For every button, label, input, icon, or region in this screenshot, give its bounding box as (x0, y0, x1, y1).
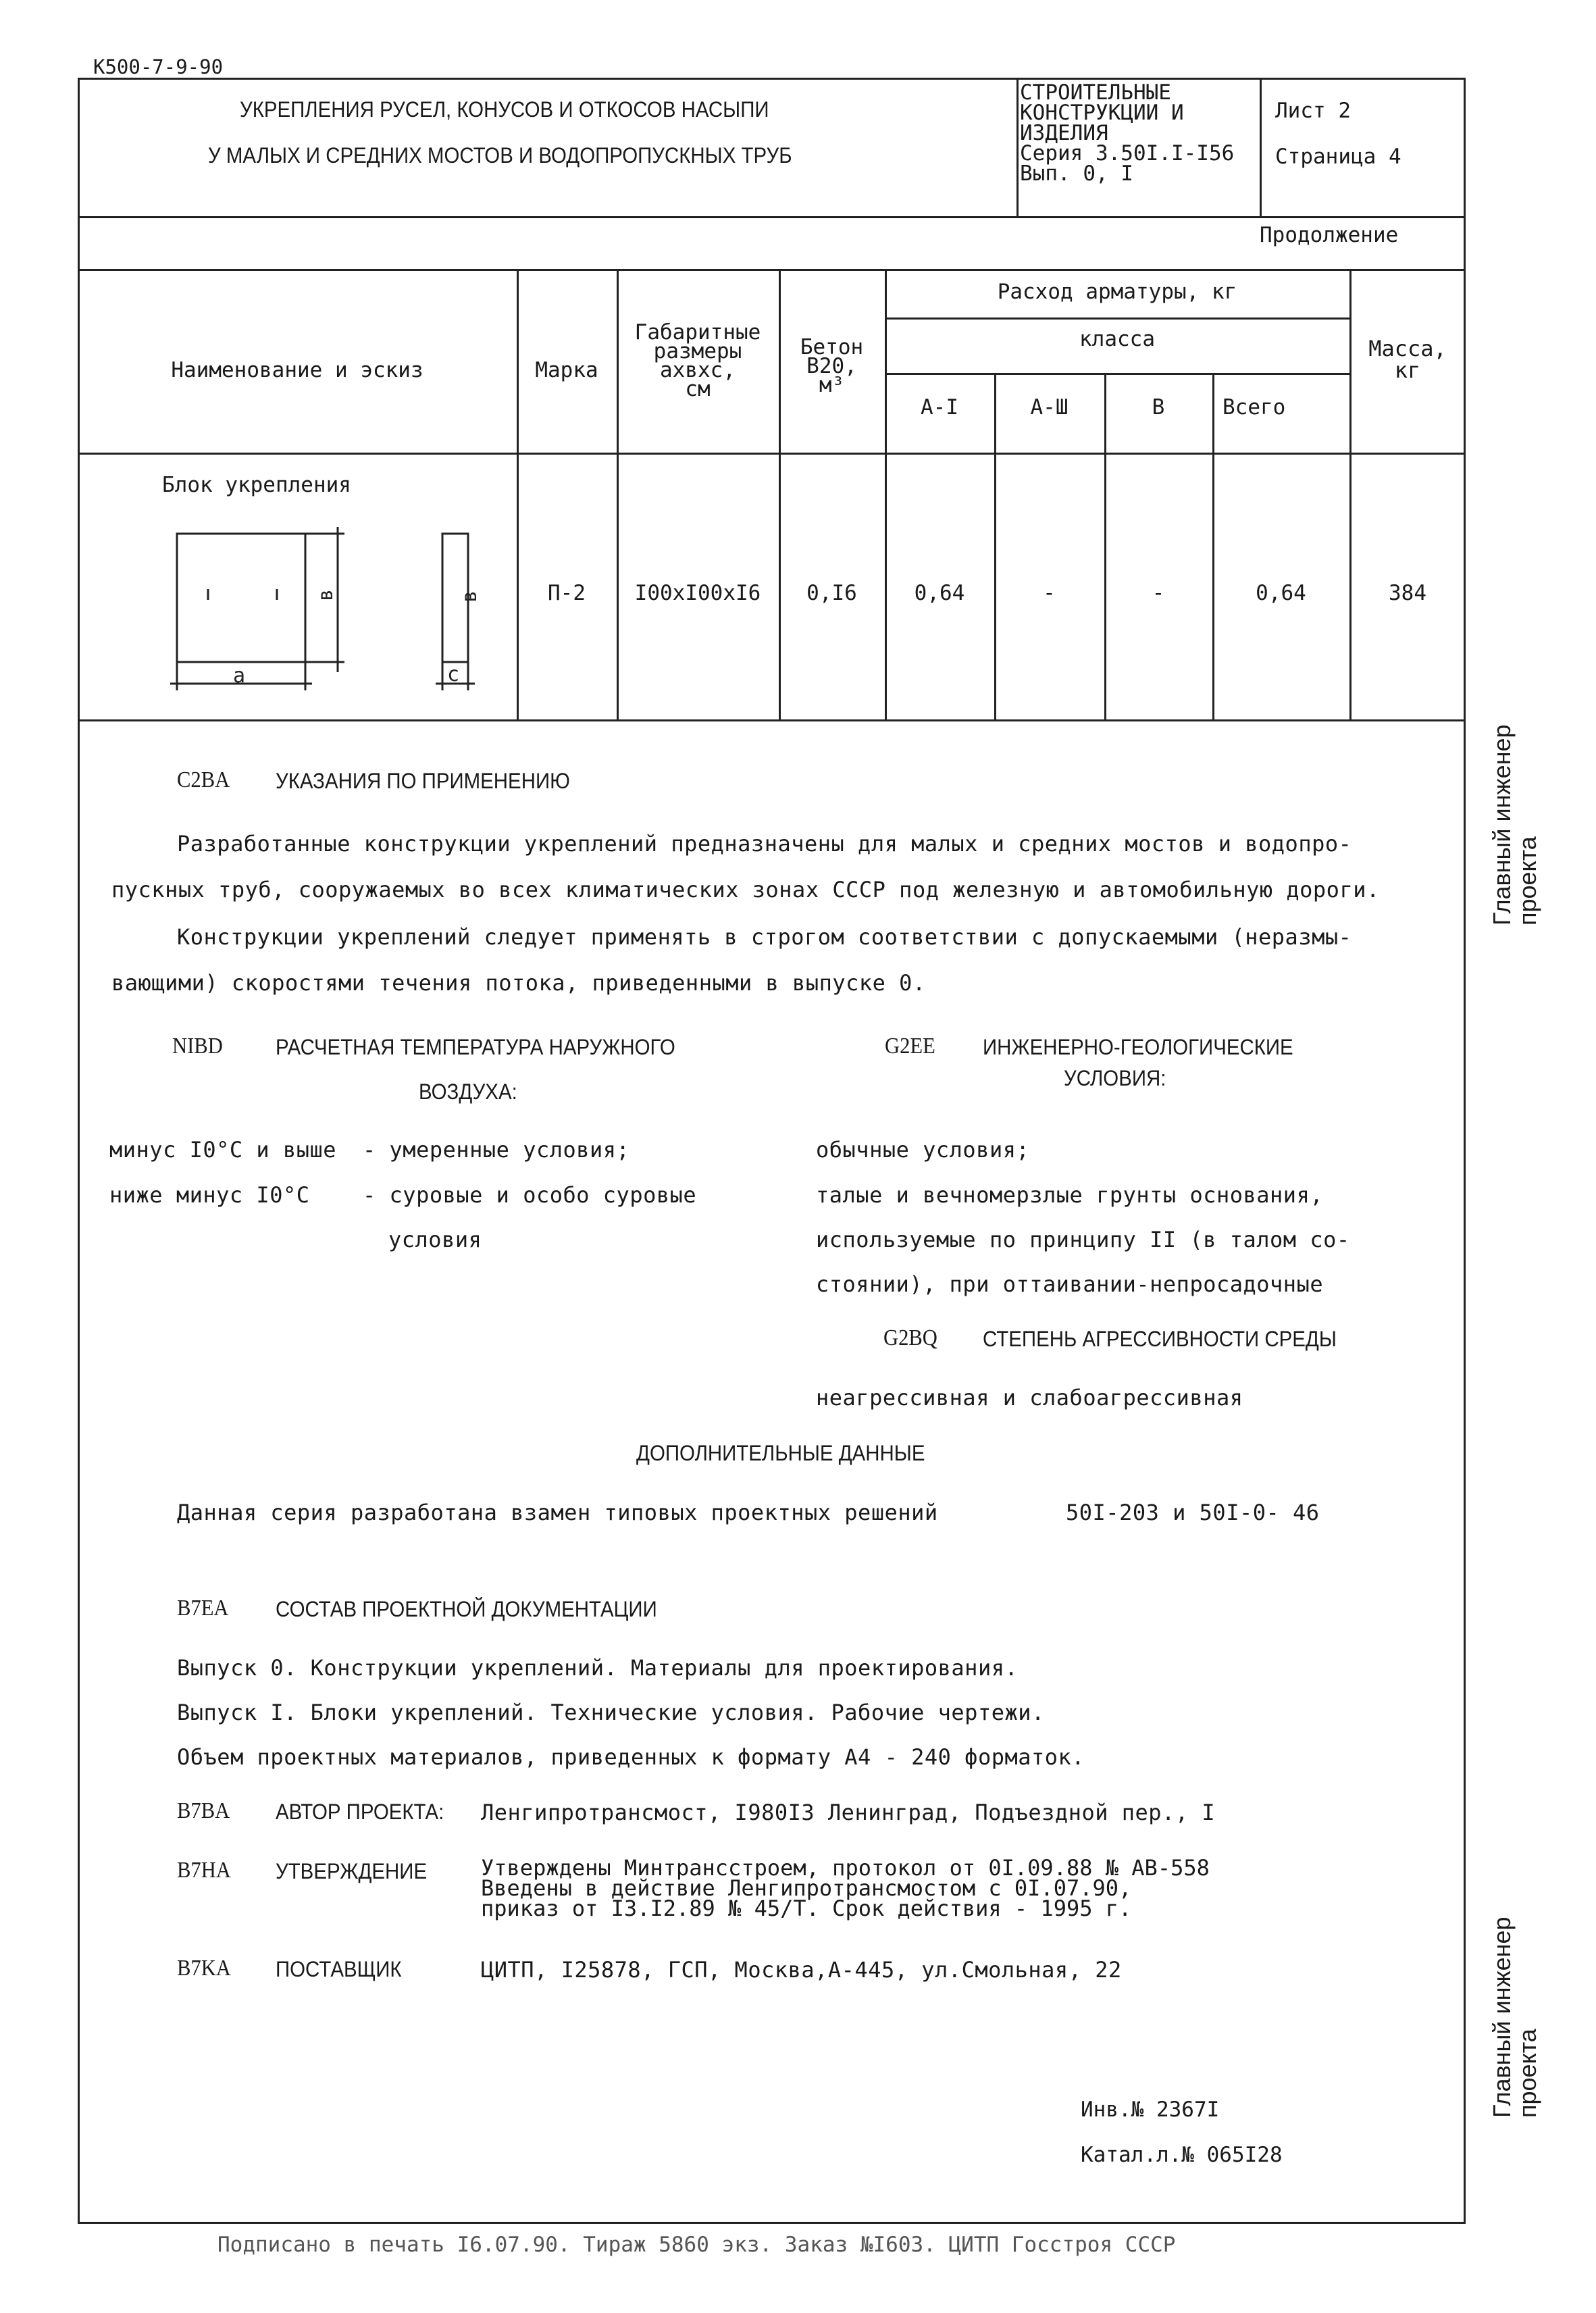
catalog-number: Катал.л.№ 065I28 (1081, 2143, 1283, 2167)
side-label-line: Главный инженер (1488, 1916, 1516, 2118)
row-a3: - (1043, 581, 1056, 605)
extra-data-text: Данная серия разработана взамен типовых проектных решений (177, 1500, 938, 1525)
temp-condition-1-value: - умеренные условия; (363, 1137, 630, 1163)
header-divider (1260, 78, 1262, 216)
temp-condition-2-value: - суровые и особо суровые (363, 1182, 697, 1208)
approval-block (481, 1855, 1210, 1921)
col-header-dims-line: размеры (653, 339, 742, 363)
side-label-line: Главный инженер (1488, 724, 1516, 925)
col-header-class: класса (1079, 327, 1155, 351)
sketch-label-a: а (233, 664, 246, 688)
supplier-text: ЦИТП, I25878, ГСП, Москва,А-445, ул.Смольная, 22 (481, 1957, 1122, 1983)
section-title-cont: УСЛОВИЯ: (1064, 1066, 1166, 1090)
table-divider (517, 269, 519, 719)
geo-condition: стоянии), при оттаивании-непросадочные (816, 1271, 1324, 1297)
series-block (1020, 82, 1234, 184)
composition-line: Объем проектных материалов, приведенных к формату А4 - 240 форматок. (177, 1744, 1085, 1770)
row-b: - (1152, 581, 1165, 605)
col-header-mass-line: Масса, (1368, 336, 1447, 361)
col-header-concrete-line: Бетон (800, 335, 864, 359)
table-divider (1212, 373, 1214, 719)
section-code: G2BQ (883, 1325, 937, 1350)
section-title: РАСЧЕТНАЯ ТЕМПЕРАТУРА НАРУЖНОГО (276, 1035, 675, 1059)
col-header-dims-line: ахвхс, (660, 358, 736, 382)
col-header-dims-line: Габаритные (634, 320, 761, 345)
doc-title-line1: УКРЕПЛЕНИЯ РУСЕЛ, КОНУСОВ И ОТКОСОВ НАСЫПИ (240, 97, 769, 122)
section-code: NIBD (172, 1034, 223, 1059)
section-title: ДОПОЛНИТЕЛЬНЫЕ ДАННЫЕ (636, 1441, 925, 1465)
series-line: КОНСТРУКЦИИ И (1020, 101, 1184, 125)
table-divider (779, 269, 781, 719)
geo-condition: обычные условия; (816, 1137, 1030, 1163)
table-divider (1349, 269, 1352, 719)
row-name: Блок укрепления (162, 473, 351, 497)
section-code: B7EA (177, 1596, 229, 1621)
sketch-label-b-side: в (458, 590, 482, 603)
composition-line: Выпуск I. Блоки укреплений. Технические условия. Рабочие чертежи. (177, 1700, 1045, 1725)
table-divider (885, 317, 1349, 320)
col-header-a1: А-I (921, 395, 958, 420)
row-concrete: 0,I6 (806, 581, 857, 605)
approval-line: Утверждены Минтрансстроем, протокол от 0I.09.88 № АВ-558 (481, 1855, 1210, 1881)
author-text: Ленгипротрансмост, I980I3 Ленинград, Подъездной пер., I (481, 1800, 1216, 1825)
table-divider (1104, 373, 1106, 719)
col-header-name: Наименование и эскиз (171, 358, 423, 382)
paragraph-line: Разработанные конструкции укреплений предназначены для малых и средних мостов и водопро- (177, 831, 1352, 857)
row-total: 0,64 (1256, 581, 1306, 605)
continuation-label: Продолжение (1260, 223, 1399, 247)
block-front-view (177, 534, 305, 662)
paragraph-line: пускных труб, сооружаемых во всех климатических зонах СССР под железную и автомобильную дороги. (111, 877, 1380, 903)
block-sketch (155, 513, 493, 709)
series-line: СТРОИТЕЛЬНЫЕ (1020, 80, 1171, 105)
inventory-number: Инв.№ 2367I (1081, 2098, 1220, 2122)
col-header-total: Всего (1222, 395, 1286, 420)
approval-line: Введены в действие Ленгипротрансмостом с 0I.07.90, (481, 1875, 1132, 1901)
paragraph-line: вающими) скоростями течения потока, приведенными в выпуске 0. (111, 970, 926, 996)
section-title-cont: ВОЗДУХА: (419, 1079, 517, 1104)
row-a1: 0,64 (914, 581, 965, 605)
col-header-dims-line: см (685, 377, 711, 401)
section-title: СОСТАВ ПРОЕКТНОЙ ДОКУМЕНТАЦИИ (276, 1597, 657, 1621)
page-number: Страница 4 (1275, 145, 1401, 169)
col-header-mass-line: кг (1394, 357, 1421, 383)
section-code: G2EE (885, 1034, 935, 1059)
section-title: УКАЗАНИЯ ПО ПРИМЕНЕНИЮ (276, 769, 570, 793)
section-code: B7KA (177, 1956, 231, 1981)
temp-condition-1: минус I0°С и выше (109, 1137, 337, 1163)
temp-condition-2-value-cont: условия (388, 1227, 482, 1252)
header-divider (1016, 78, 1019, 216)
geo-condition: используемые по принципу II (в талом со- (816, 1227, 1350, 1252)
aggressiveness-value: неагрессивная и слабоагрессивная (816, 1385, 1243, 1410)
side-label-chief-engineer-2 (1489, 1916, 1541, 2118)
col-header-a3: А-Ш (1030, 395, 1069, 420)
section-code: B7BA (177, 1798, 230, 1823)
section-code: B7HA (177, 1858, 231, 1883)
row-mark: П-2 (548, 581, 586, 605)
section-title: ПОСТАВЩИК (276, 1957, 402, 1981)
table-divider (78, 719, 1466, 721)
series-issue: Вып. 0, I (1020, 161, 1133, 186)
sketch-label-c: с (447, 663, 460, 686)
section-title: СТЕПЕНЬ АГРЕССИВНОСТИ СРЕДЫ (983, 1327, 1337, 1351)
row-mass: 384 (1389, 581, 1426, 605)
section-title: УТВЕРЖДЕНИЕ (276, 1859, 428, 1883)
table-divider (994, 373, 996, 719)
col-header-concrete-line: м³ (819, 373, 845, 397)
col-header-concrete (779, 335, 885, 397)
sheet-number: Лист 2 (1275, 99, 1351, 123)
col-header-mass (1349, 338, 1466, 381)
col-header-b: В (1152, 395, 1165, 420)
temp-condition-2: ниже минус I0°С (109, 1182, 310, 1208)
col-header-concrete-line: В20, (806, 354, 857, 378)
series-number: Серия 3.50I.I-I56 (1020, 141, 1235, 166)
col-header-mark: Марка (535, 358, 598, 382)
header-divider (78, 269, 1466, 271)
paragraph-line: Конструкции укреплений следует применять в строгом соответствии с допускаемыми (неразмы- (177, 924, 1352, 950)
table-divider (78, 453, 1466, 455)
table-divider (885, 373, 1349, 375)
side-label-chief-engineer (1489, 724, 1541, 925)
doc-title-line2: У МАЛЫХ И СРЕДНИХ МОСТОВ И ВОДОПРОПУСКНЫХ ТРУБ (208, 143, 792, 168)
row-dims: I00xI00xI6 (634, 581, 761, 605)
section-title: ИНЖЕНЕРНО-ГЕОЛОГИЧЕСКИЕ (983, 1035, 1293, 1059)
col-header-dims (617, 320, 779, 401)
approval-line: приказ от I3.I2.89 № 45/Т. Срок действия - 1995 г. (481, 1896, 1132, 1921)
side-label-line: проекта (1514, 2029, 1541, 2118)
composition-line: Выпуск 0. Конструкции укреплений. Материалы для проектирования. (177, 1655, 1019, 1681)
header-divider (78, 216, 1466, 218)
print-footer: Подписано в печать I6.07.90. Тираж 5860 экз. Заказ №I603. ЦИТП Госстроя СССР (217, 2233, 1176, 2257)
sketch-label-b: в (314, 588, 338, 601)
side-label-line: проекта (1514, 836, 1541, 925)
col-header-rebar: Расход арматуры, кг (997, 280, 1237, 304)
series-line: ИЗДЕЛИЯ (1020, 121, 1108, 145)
section-title: АВТОР ПРОЕКТА: (276, 1800, 444, 1824)
geo-condition: талые и вечномерзлые грунты основания, (816, 1182, 1324, 1208)
extra-data-refs: 50I-203 и 50I-0- 46 (1066, 1500, 1320, 1525)
section-code: C2BA (177, 767, 230, 792)
document-code: К500-7-9-90 (93, 55, 224, 78)
